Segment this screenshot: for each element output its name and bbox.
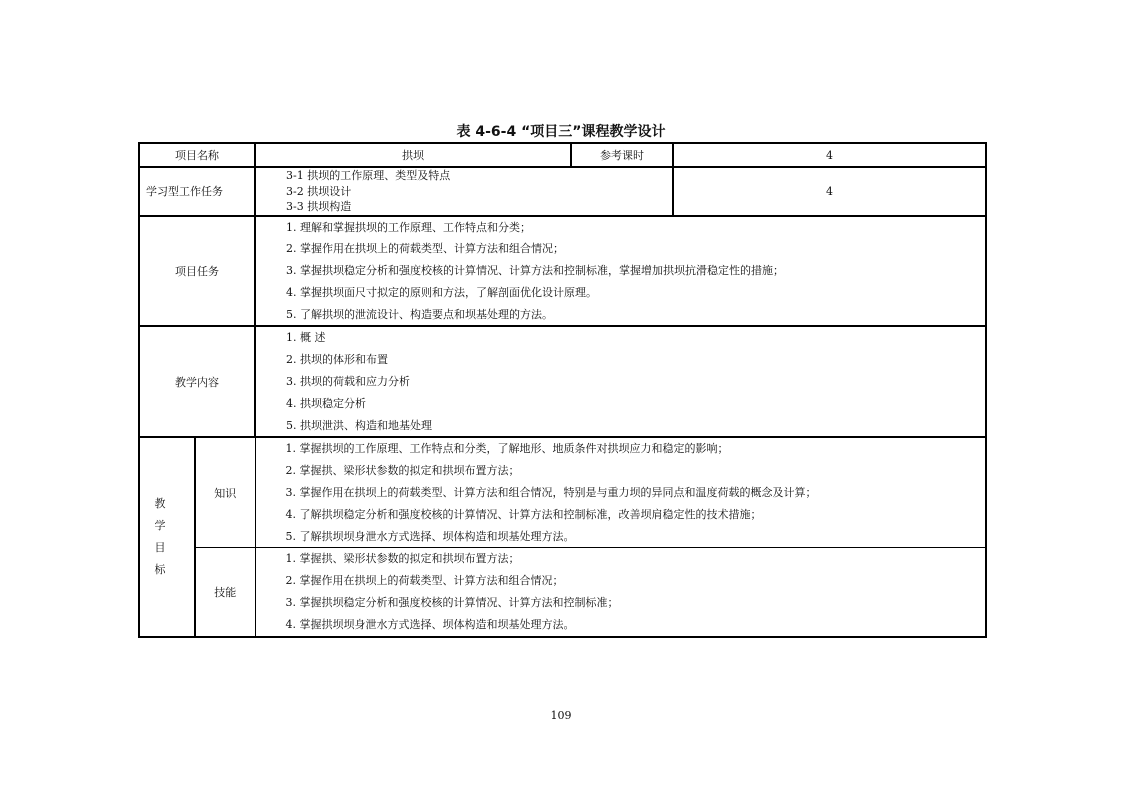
list-item: 3. 掌握拱坝稳定分析和强度校核的计算情况、计算方法和控制标准，掌握增加拱坝抗滑稳定性的措施； — [286, 264, 784, 278]
list-item: 3. 拱坝的荷载和应力分析 — [286, 375, 410, 389]
knowledge-label: 知识 — [195, 437, 255, 547]
list-item: 3. 掌握作用在拱坝上的荷载类型、计算方法和组合情况，特别是与重力坝的异同点和温度荷载的概念及计算； — [285, 486, 817, 500]
skills-label: 技能 — [195, 548, 255, 637]
work-tasks-hours: 4 — [673, 167, 986, 216]
teaching-goals-label — [139, 437, 195, 636]
project-name-label: 项目名称 — [139, 143, 255, 167]
goals-label-line1: 教学 — [154, 497, 180, 533]
list-item: 1. 理解和掌握拱坝的工作原理、工作特点和分类； — [286, 220, 531, 234]
row-work-tasks — [139, 167, 986, 216]
list-item: 4. 了解拱坝稳定分析和强度校核的计算情况、计算方法和控制标准，改善坝肩稳定性的技术措施； — [285, 507, 762, 521]
reference-hours-label: 参考课时 — [571, 143, 673, 167]
list-item: 2. 掌握作用在拱坝上的荷载类型、计算方法和组合情况； — [285, 574, 564, 588]
list-item: 2. 拱坝的体形和布置 — [286, 353, 388, 367]
project-name-value: 拱坝 — [255, 143, 571, 167]
project-tasks-label: 项目任务 — [139, 216, 255, 327]
project-tasks-list — [255, 216, 986, 327]
list-item: 5. 拱坝泄洪、构造和地基处理 — [286, 418, 432, 432]
work-tasks-label: 学习型工作任务 — [139, 167, 255, 216]
work-tasks-list — [255, 167, 673, 216]
list-item: 4. 掌握拱坝坝身泄水方式选择、坝体构造和坝基处理方法。 — [285, 617, 575, 631]
list-item: 5. 了解拱坝的泄流设计、构造要点和坝基处理的方法。 — [286, 307, 553, 321]
skills-list — [255, 548, 986, 637]
list-item: 1. 掌握拱、梁形状参数的拟定和拱坝布置方法； — [285, 552, 520, 566]
list-item: 2. 掌握拱、梁形状参数的拟定和拱坝布置方法； — [285, 464, 520, 478]
teaching-content-label: 教学内容 — [139, 326, 255, 437]
teaching-content-list — [255, 326, 986, 437]
list-item: 4. 掌握拱坝面尺寸拟定的原则和方法，了解剖面优化设计原理。 — [286, 285, 597, 299]
row-project-tasks — [139, 216, 986, 327]
page-number: 109 — [550, 709, 572, 722]
goals-label-line2: 目标 — [154, 541, 180, 577]
list-item: 2. 掌握作用在拱坝上的荷载类型、计算方法和组合情况； — [286, 242, 564, 256]
row-goals-skills — [139, 548, 986, 637]
row-teaching-content — [139, 326, 986, 437]
list-item: 1. 概 述 — [286, 331, 326, 345]
row-project-name — [139, 143, 986, 167]
list-item: 5. 了解拱坝坝身泄水方式选择、坝体构造和坝基处理方法。 — [285, 529, 575, 543]
list-item: 3-2 拱坝设计 — [286, 184, 352, 198]
list-item: 3-1 拱坝的工作原理、类型及特点 — [286, 169, 451, 182]
list-item: 3-3 拱坝构造 — [286, 200, 352, 213]
list-item: 1. 掌握拱坝的工作原理、工作特点和分类，了解地形、地质条件对拱坝应力和稳定的影响； — [285, 442, 729, 456]
reference-hours-value: 4 — [673, 143, 986, 167]
knowledge-list — [255, 437, 986, 547]
list-item: 4. 拱坝稳定分析 — [286, 396, 366, 410]
row-goals-knowledge — [139, 437, 986, 547]
course-design-table — [138, 142, 987, 638]
list-item: 3. 掌握拱坝稳定分析和强度校核的计算情况、计算方法和控制标准； — [285, 596, 619, 610]
table-title: 表 4-6-4 “项目三”课程教学设计 — [456, 124, 666, 140]
